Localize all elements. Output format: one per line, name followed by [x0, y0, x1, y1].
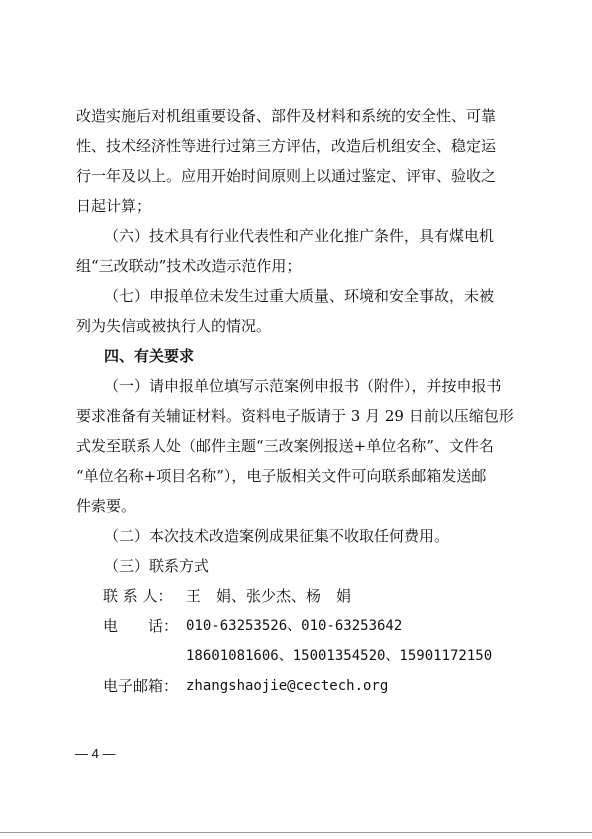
paragraph-line: “单位名称+项目名称”），电子版相关文件可向联系邮箱发送邮 — [76, 467, 487, 485]
paragraph-line: （六）技术具有行业代表性和产业化推广条件，具有煤电机 — [104, 227, 495, 245]
paragraph-line: 行一年及以上。应用开始时间原则上以通过鉴定、评审、验收之 — [76, 167, 497, 185]
paragraph-line: 日起计算； — [76, 197, 152, 215]
page-bottom-rule — [0, 832, 592, 833]
contact-person-value: 王 娟、张少杰、杨 娟 — [186, 587, 352, 605]
paragraph-line: 组“三改联动”技术改造示范作用； — [76, 257, 302, 275]
paragraph-line: （二）本次技术改造案例成果征集不收取任何费用。 — [104, 527, 450, 545]
contact-person-label: 联 系 人： — [103, 587, 173, 605]
paragraph-line: （一）请申报单位填写示范案例申报书（附件），并按申报书 — [104, 377, 502, 395]
contact-email-value: zhangshaojie@cectech.org — [186, 678, 389, 694]
contact-email-label: 电子邮箱： — [103, 677, 179, 695]
paragraph-line: 列为失信或被执行人的情况。 — [76, 317, 272, 335]
section-heading: 四、有关要求 — [104, 347, 195, 365]
contact-phone-label: 电 话： — [103, 617, 179, 635]
paragraph-line: 式发至联系人处（邮件主题“三改案例报送+单位名称”、文件名 — [76, 437, 494, 455]
contact-phone-value: 010-63253526、010-63253642 — [186, 618, 403, 634]
paragraph-line: （七）申报单位未发生过重大质量、环境和安全事故，未被 — [104, 287, 495, 305]
paragraph-line: 件索要。 — [76, 497, 137, 515]
page-number: — 4 — — [75, 746, 116, 761]
contact-phone-value: 18601081606、15001354520、15901172150 — [186, 648, 493, 664]
paragraph-line: 要求准备有关辅证材料。资料电子版请于 3 月 29 日前以压缩包形 — [76, 407, 514, 425]
paragraph-line: （三）联系方式 — [104, 557, 210, 575]
paragraph-line: 改造实施后对机组重要设备、部件及材料和系统的安全性、可靠 — [76, 107, 497, 125]
paragraph-line: 性、技术经济性等进行过第三方评估，改造后机组安全、稳定运 — [76, 137, 497, 155]
